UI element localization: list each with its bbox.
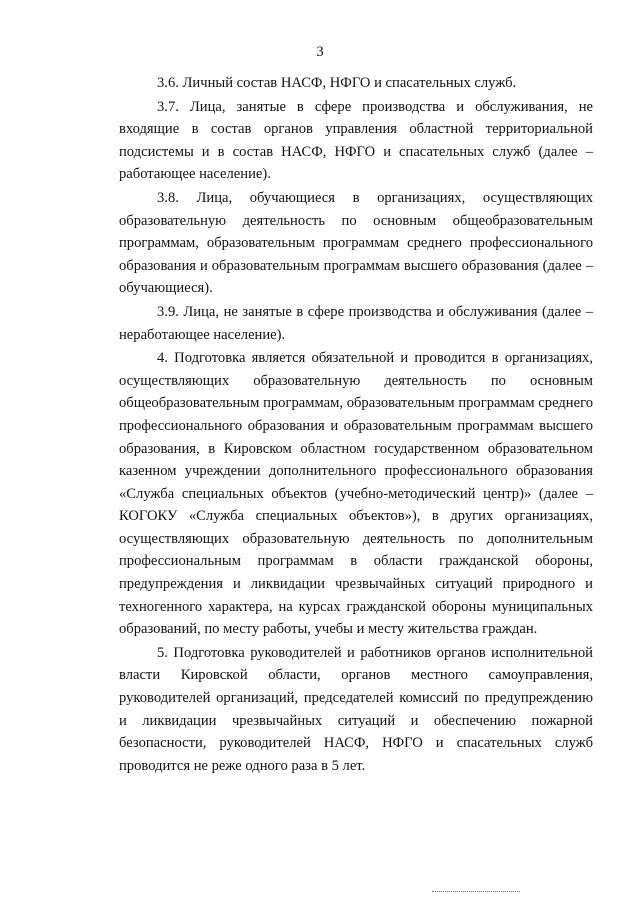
document-body: [119, 72, 593, 777]
paragraph-3-6: 3.6. Личный состав НАСФ, НФГО и спасательных служб.: [157, 75, 517, 91]
paragraph-3-7: 3.7. Лица, занятые в сфере производства и обслуживания, не входящие в состав органов управления областной территориальной подсистемы и в состав НАСФ, НФГО и спасательных служб (далее – работающее население).: [119, 98, 593, 183]
paragraph-4: 4. Подготовка является обязательной и проводится в организациях, осуществляющих образовательную деятельность по основным общеобразовательным программам, образовательным программам среднего профессионального образования и образовательным программам высшего образования, в Кировском областном государственном образовательном казенном учреждении дополнительного профессионального образования «Служба специальных объектов (учебно-методический центр)» (далее – КОГОКУ «Служба специальных объектов»), в других организациях, осуществляющих образовательную деятельность по дополнительным профессиональным программам в области гражданской обороны, предупреждения и ликвидации чрезвычайных ситуаций природного и техногенного характера, на курсах гражданской обороны муниципальных образований, по месту работы, учебы и месту жительства граждан.: [119, 350, 593, 638]
paragraph-5: 5. Подготовка руководителей и работников органов исполнительной власти Кировской области, органов местного самоуправления, руководителей организаций, председателей комиссий по предупреждению и ликвидации чрезвычайных ситуаций и обеспечению пожарной безопасности, руководителей НАСФ, НФГО и спасательных служб проводится не реже одного раза в 5 лет.: [119, 644, 593, 774]
paragraph-3-9: 3.9. Лица, не занятые в сфере производства и обслуживания (далее – неработающее население).: [119, 303, 593, 343]
footer-divider: [432, 891, 520, 892]
page-number: 3: [316, 44, 324, 60]
paragraph-3-8: 3.8. Лица, обучающиеся в организациях, осуществляющих образовательную деятельность по основным общеобразовательным программам, образовательным программам среднего профессионального образования и образовательным программам высшего образования (далее – обучающиеся).: [119, 189, 593, 297]
